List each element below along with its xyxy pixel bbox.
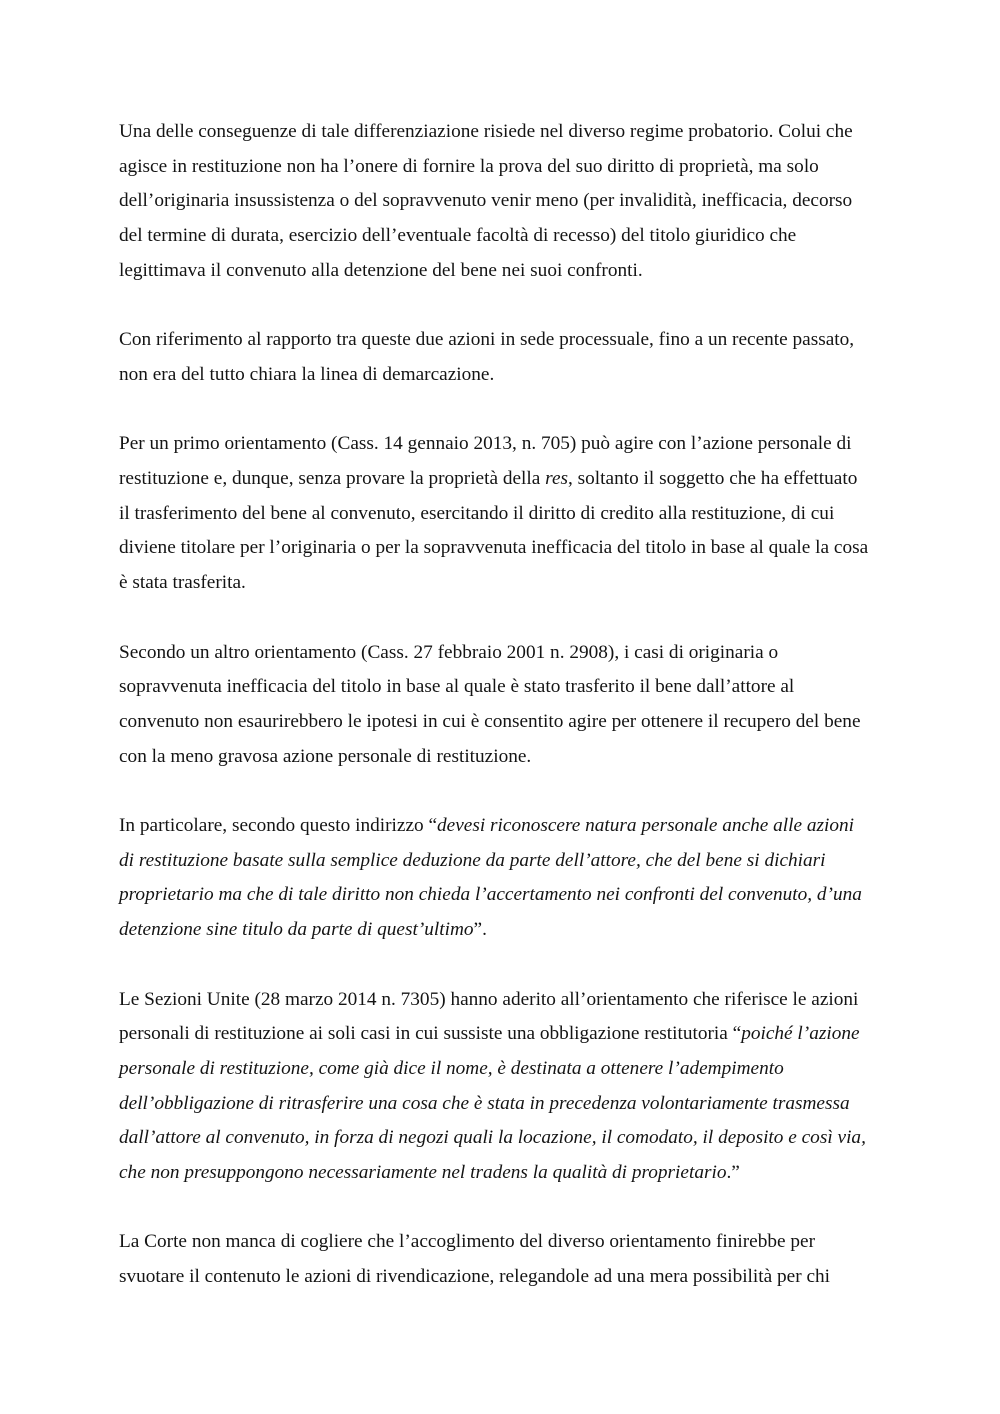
text-line (119, 1156, 905, 1191)
italic-text: di restituzione basate sulla semplice deduzione da parte dell’attore, che del bene si dichiari (119, 849, 826, 871)
text-line (119, 497, 905, 532)
text-line (119, 184, 905, 219)
text-run: è stata trasferita. (119, 572, 246, 594)
paragraph (119, 636, 905, 775)
text-line (119, 913, 905, 948)
text-line (119, 219, 905, 254)
italic-text: dall’attore al convenuto, in forza di negozi quali la locazione, il comodato, il deposito e così via, (119, 1127, 866, 1149)
text-run: con la meno gravosa azione personale di restituzione. (119, 745, 532, 767)
text-line (119, 809, 905, 844)
text-run: , soltanto il soggetto che ha effettuato (568, 468, 858, 489)
text-line (119, 566, 905, 601)
text-run: Le Sezioni Unite (28 marzo 2014 n. 7305) hanno aderito all’orientamento che riferisce le azioni (119, 988, 859, 1010)
text-line (119, 1052, 905, 1087)
paragraph (119, 809, 905, 948)
italic-text: proprietario ma che di tale diritto non chieda l’accertamento nei confronti del convenuto, d’una (119, 884, 862, 906)
text-run: del termine di durata, esercizio dell’eventuale facoltà di recesso) del titolo giuridico che (119, 225, 797, 247)
text-run: personali di restituzione ai soli casi in cui sussiste una obbligazione restitutoria “ (119, 1023, 742, 1045)
text-run: In particolare, secondo questo indirizzo “ (119, 815, 438, 836)
text-run: diviene titolare per l’originaria o per la sopravvenuta inefficacia del titolo in base al quale la cosa (119, 537, 869, 559)
text-run: Per un primo orientamento (Cass. 14 gennaio 2013, n. 705) può agire con l’azione personale di (119, 433, 852, 455)
text-line (119, 115, 905, 150)
paragraph (119, 1225, 905, 1294)
text-run: svuotare il contenuto le azioni di rivendicazione, relegandole ad una mera possibilità per chi (119, 1266, 831, 1288)
italic-text: res (545, 468, 569, 489)
text-run: convenuto non esaurirebbero le ipotesi in cui è consentito agire per ottenere il recupero del bene (119, 710, 861, 732)
paragraph (119, 323, 905, 392)
text-run: Una delle conseguenze di tale differenziazione risiede nel diverso regime probatorio. Colui che (119, 121, 853, 142)
text-line (119, 740, 905, 775)
text-line (119, 705, 905, 740)
italic-text: detenzione sine titulo da parte di quest’ultimo (119, 919, 474, 941)
text-line (119, 636, 905, 671)
italic-text: che non presuppongono necessariamente nel tradens la qualità di proprietario (119, 1162, 727, 1184)
text-run: Secondo un altro orientamento (Cass. 27 febbraio 2001 n. 2908), i casi di originaria o (119, 641, 779, 663)
italic-text: poiché l’azione (741, 1023, 860, 1045)
text-line (119, 983, 905, 1018)
text-line (119, 531, 905, 566)
paragraph (119, 983, 905, 1191)
text-line (119, 1260, 905, 1295)
text-line (119, 1225, 905, 1260)
text-run: non era del tutto chiara la linea di demarcazione. (119, 363, 495, 385)
italic-text: personale di restituzione, come già dice il nome, è destinata a ottenere l’adempimento (119, 1057, 784, 1079)
text-run: Con riferimento al rapporto tra queste due azioni in sede processuale, fino a un recente passato, (119, 329, 855, 351)
paragraph (119, 427, 905, 601)
text-line (119, 358, 905, 393)
italic-text: dell’obbligazione di ritrasferire una cosa che è stata in precedenza volontariamente trasmessa (119, 1092, 850, 1114)
text-line (119, 462, 905, 497)
text-run: dell’originaria insussistenza o del sopravvenuto venir meno (per invalidità, inefficacia, decorso (119, 190, 853, 212)
text-line (119, 670, 905, 705)
text-line (119, 878, 905, 913)
text-run: La Corte non manca di cogliere che l’accoglimento del diverso orientamento finirebbe per (119, 1231, 815, 1253)
text-line (119, 254, 905, 289)
text-run: .” (726, 1162, 740, 1184)
text-line (119, 1121, 905, 1156)
text-run: legittimava il convenuto alla detenzione del bene nei suoi confronti. (119, 259, 643, 281)
text-run: sopravvenuta inefficacia del titolo in base al quale è stato trasferito il bene dall’attore al (119, 676, 795, 698)
text-run: restituzione e, dunque, senza provare la proprietà della (119, 468, 546, 489)
italic-text: devesi riconoscere natura personale anche alle azioni (437, 815, 854, 836)
text-line (119, 1087, 905, 1122)
text-run: ”. (473, 919, 487, 941)
document-body (119, 115, 905, 1295)
text-run: il trasferimento del bene al convenuto, esercitando il diritto di credito alla restituzione, di cui (119, 502, 835, 524)
text-line (119, 150, 905, 185)
text-run: agisce in restituzione non ha l’onere di fornire la prova del suo diritto di proprietà, ma solo (119, 155, 819, 177)
text-line (119, 427, 905, 462)
text-line (119, 1017, 905, 1052)
text-line (119, 323, 905, 358)
paragraph (119, 115, 905, 289)
text-line (119, 844, 905, 879)
